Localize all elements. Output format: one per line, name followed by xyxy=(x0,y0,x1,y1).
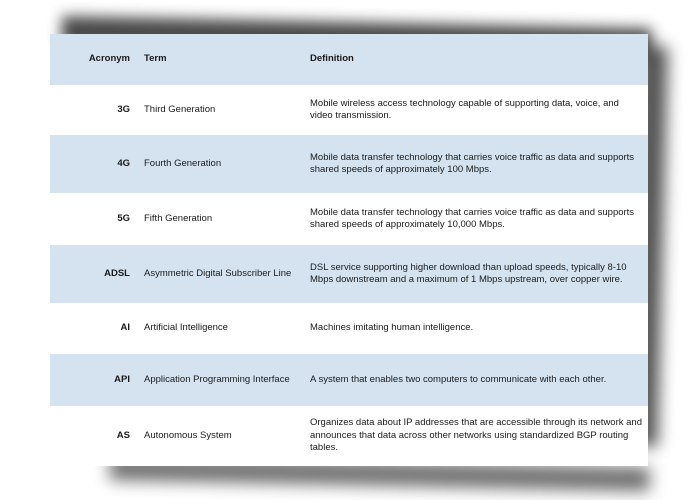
row-acronym: API xyxy=(114,373,130,385)
table-row xyxy=(50,354,648,406)
row-acronym: 4G xyxy=(117,157,130,169)
table-row xyxy=(50,85,648,135)
row-definition: Machines imitating human intelligence. xyxy=(310,322,474,334)
row-definition: DSL service supporting higher download than upload speeds, typically 8-10 Mbps downstream and a maximum of 1 Mbps upstream, over copper wire. xyxy=(310,261,627,285)
row-definition: A system that enables two computers to communicate with each other. xyxy=(310,373,607,385)
table-row xyxy=(50,135,648,193)
row-term: Third Generation xyxy=(144,103,216,115)
row-term: Asymmetric Digital Subscriber Line xyxy=(144,267,292,279)
row-acronym: 3G xyxy=(117,103,130,115)
row-acronym: AI xyxy=(120,322,130,334)
row-acronym: ADSL xyxy=(104,267,130,279)
row-term: Fourth Generation xyxy=(144,157,222,169)
header-definition: Definition xyxy=(310,53,354,65)
table-row xyxy=(50,406,648,466)
row-term: Fifth Generation xyxy=(144,212,213,224)
header-term: Term xyxy=(144,53,167,65)
row-definition: Organizes data about IP addresses that are accessible through its network and announces that data across other networks using standardized BGP routing tables. xyxy=(310,417,642,454)
table-row xyxy=(50,303,648,354)
row-definition: Mobile data transfer technology that carries voice traffic as data and supports shared speeds of approximately 100 Mbps. xyxy=(310,151,635,175)
row-acronym: 5G xyxy=(117,212,130,224)
row-definition: Mobile wireless access technology capable of supporting data, voice, and video transmission. xyxy=(310,97,619,121)
table-header-row xyxy=(50,34,648,85)
row-definition: Mobile data transfer technology that carries voice traffic as data and supports shared speeds of approximately 10,000 Mbps. xyxy=(310,206,635,230)
table-row xyxy=(50,245,648,303)
table-row xyxy=(50,193,648,245)
row-term: Artificial Intelligence xyxy=(144,322,228,334)
row-term: Application Programming Interface xyxy=(144,373,290,385)
glossary-table xyxy=(50,34,648,466)
glossary-page xyxy=(50,34,648,466)
row-term: Autonomous System xyxy=(144,429,232,441)
header-acronym: Acronym xyxy=(88,53,130,65)
row-acronym: AS xyxy=(116,429,130,441)
